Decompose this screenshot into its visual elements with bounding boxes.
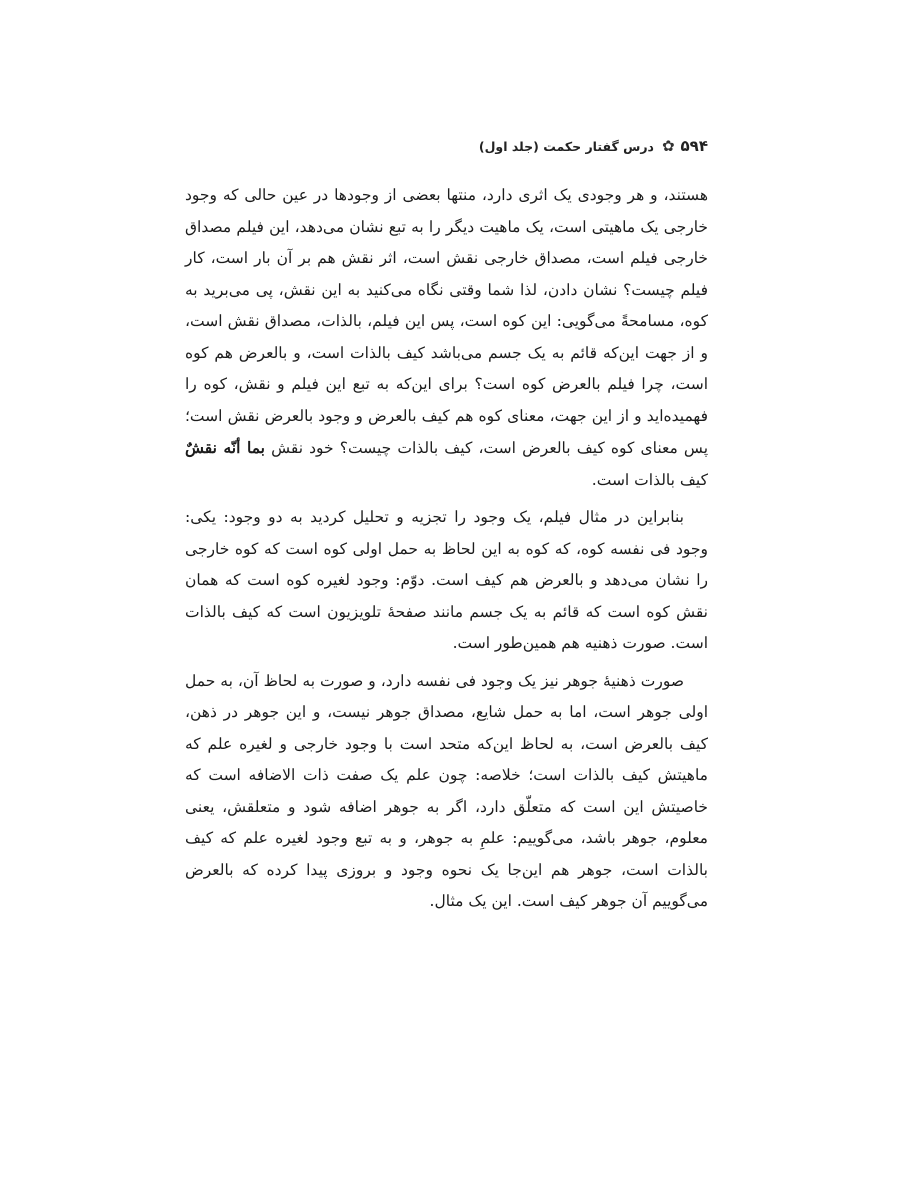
paragraph-1-ending: کیف بالذات است. (591, 470, 708, 489)
paragraph-2: بنابراین در مثال فیلم، یک وجود را تجزیه و تحلیل کردید به دو وجود: یکی: وجود فی نفسه کوه، که کوه به این لحاظ به حمل اولی کوه است که کوه خارجی را نشان می‌دهد و بالعرض هم کیف است. دوّم: وجود لغیره کوه است که همان نقش کوه است که قائم به یک جسم مانند صفحهٔ تلویزیون است که کیف بالذات است. صورت ذهنیه هم همین‌طور است. (185, 508, 708, 652)
flower-ornament-icon: ✿ (661, 137, 675, 155)
paragraph-1-bold-phrase: بما أنّه نقشٌ (185, 438, 265, 457)
main-text (185, 180, 708, 924)
paragraph-3: صورت ذهنیهٔ جوهر نیز یک وجود فی نفسه دارد، و صورت به لحاظ آن، به حمل اولی جوهر است، اما به حمل شایع، مصداق جوهر نیست، و این جوهر در ذهن، کیف بالعرض است، به لحاظ این‌که متحد است با وجود خارجی و لغیره علم که ماهیتش کیف بالذات است؛ خلاصه: چون علم یک صفت ذات الاضافه است که خاصیتش این است که متعلّق دارد، اگر به جوهر اضافه شود و متعلقش، یعنی معلوم، جوهر باشد، می‌گوییم: علمِ به جوهر، و به تبع وجود لغیره علم که کیف بالذات است، جوهر هم این‌جا یک نحوه وجود و بروزی پیدا کرده که بالعرض می‌گوییم آن جوهر کیف است. این یک مثال. (185, 671, 708, 910)
book-title: درس گفتار حکمت (جلد اول) (478, 138, 654, 154)
paragraph-1 (185, 180, 708, 496)
page-number: ۵۹۴ (680, 137, 708, 155)
running-head (185, 137, 708, 155)
paragraph-1-text: هستند، و هر وجودی یک اثری دارد، منتها بعضی از وجودها در عین حالی که وجود خارجی یک ماهیتی است، یک ماهیت دیگر را به تبع نشان می‌دهد، این فیلم مصداق خارجی فیلم است، مصداق خارجی نقش است، اثر نقش هم بر آن بار است، کار فیلم چیست؟ نشان دادن، لذا شما وقتی نگاه می‌کنید به این نقش، پی می‌برید به کوه، مسامحةً می‌گویی: این کوه است، پس این فیلم، بالذات، مصداق نقش است، و از جهت این‌که قائم به یک جسم می‌باشد کیف بالذات است، و بالعرض هم کوه است، چرا فیلم بالعرض کوه است؟ برای این‌که به تبع این فیلم و نقش، کوه را فهمیده‌اید و از این جهت، معنای کوه هم کیف بالعرض و وجود بالعرض نقش است؛ پس معنای کوه کیف بالعرض است، کیف بالذات چیست؟ خود نقش (185, 186, 709, 457)
